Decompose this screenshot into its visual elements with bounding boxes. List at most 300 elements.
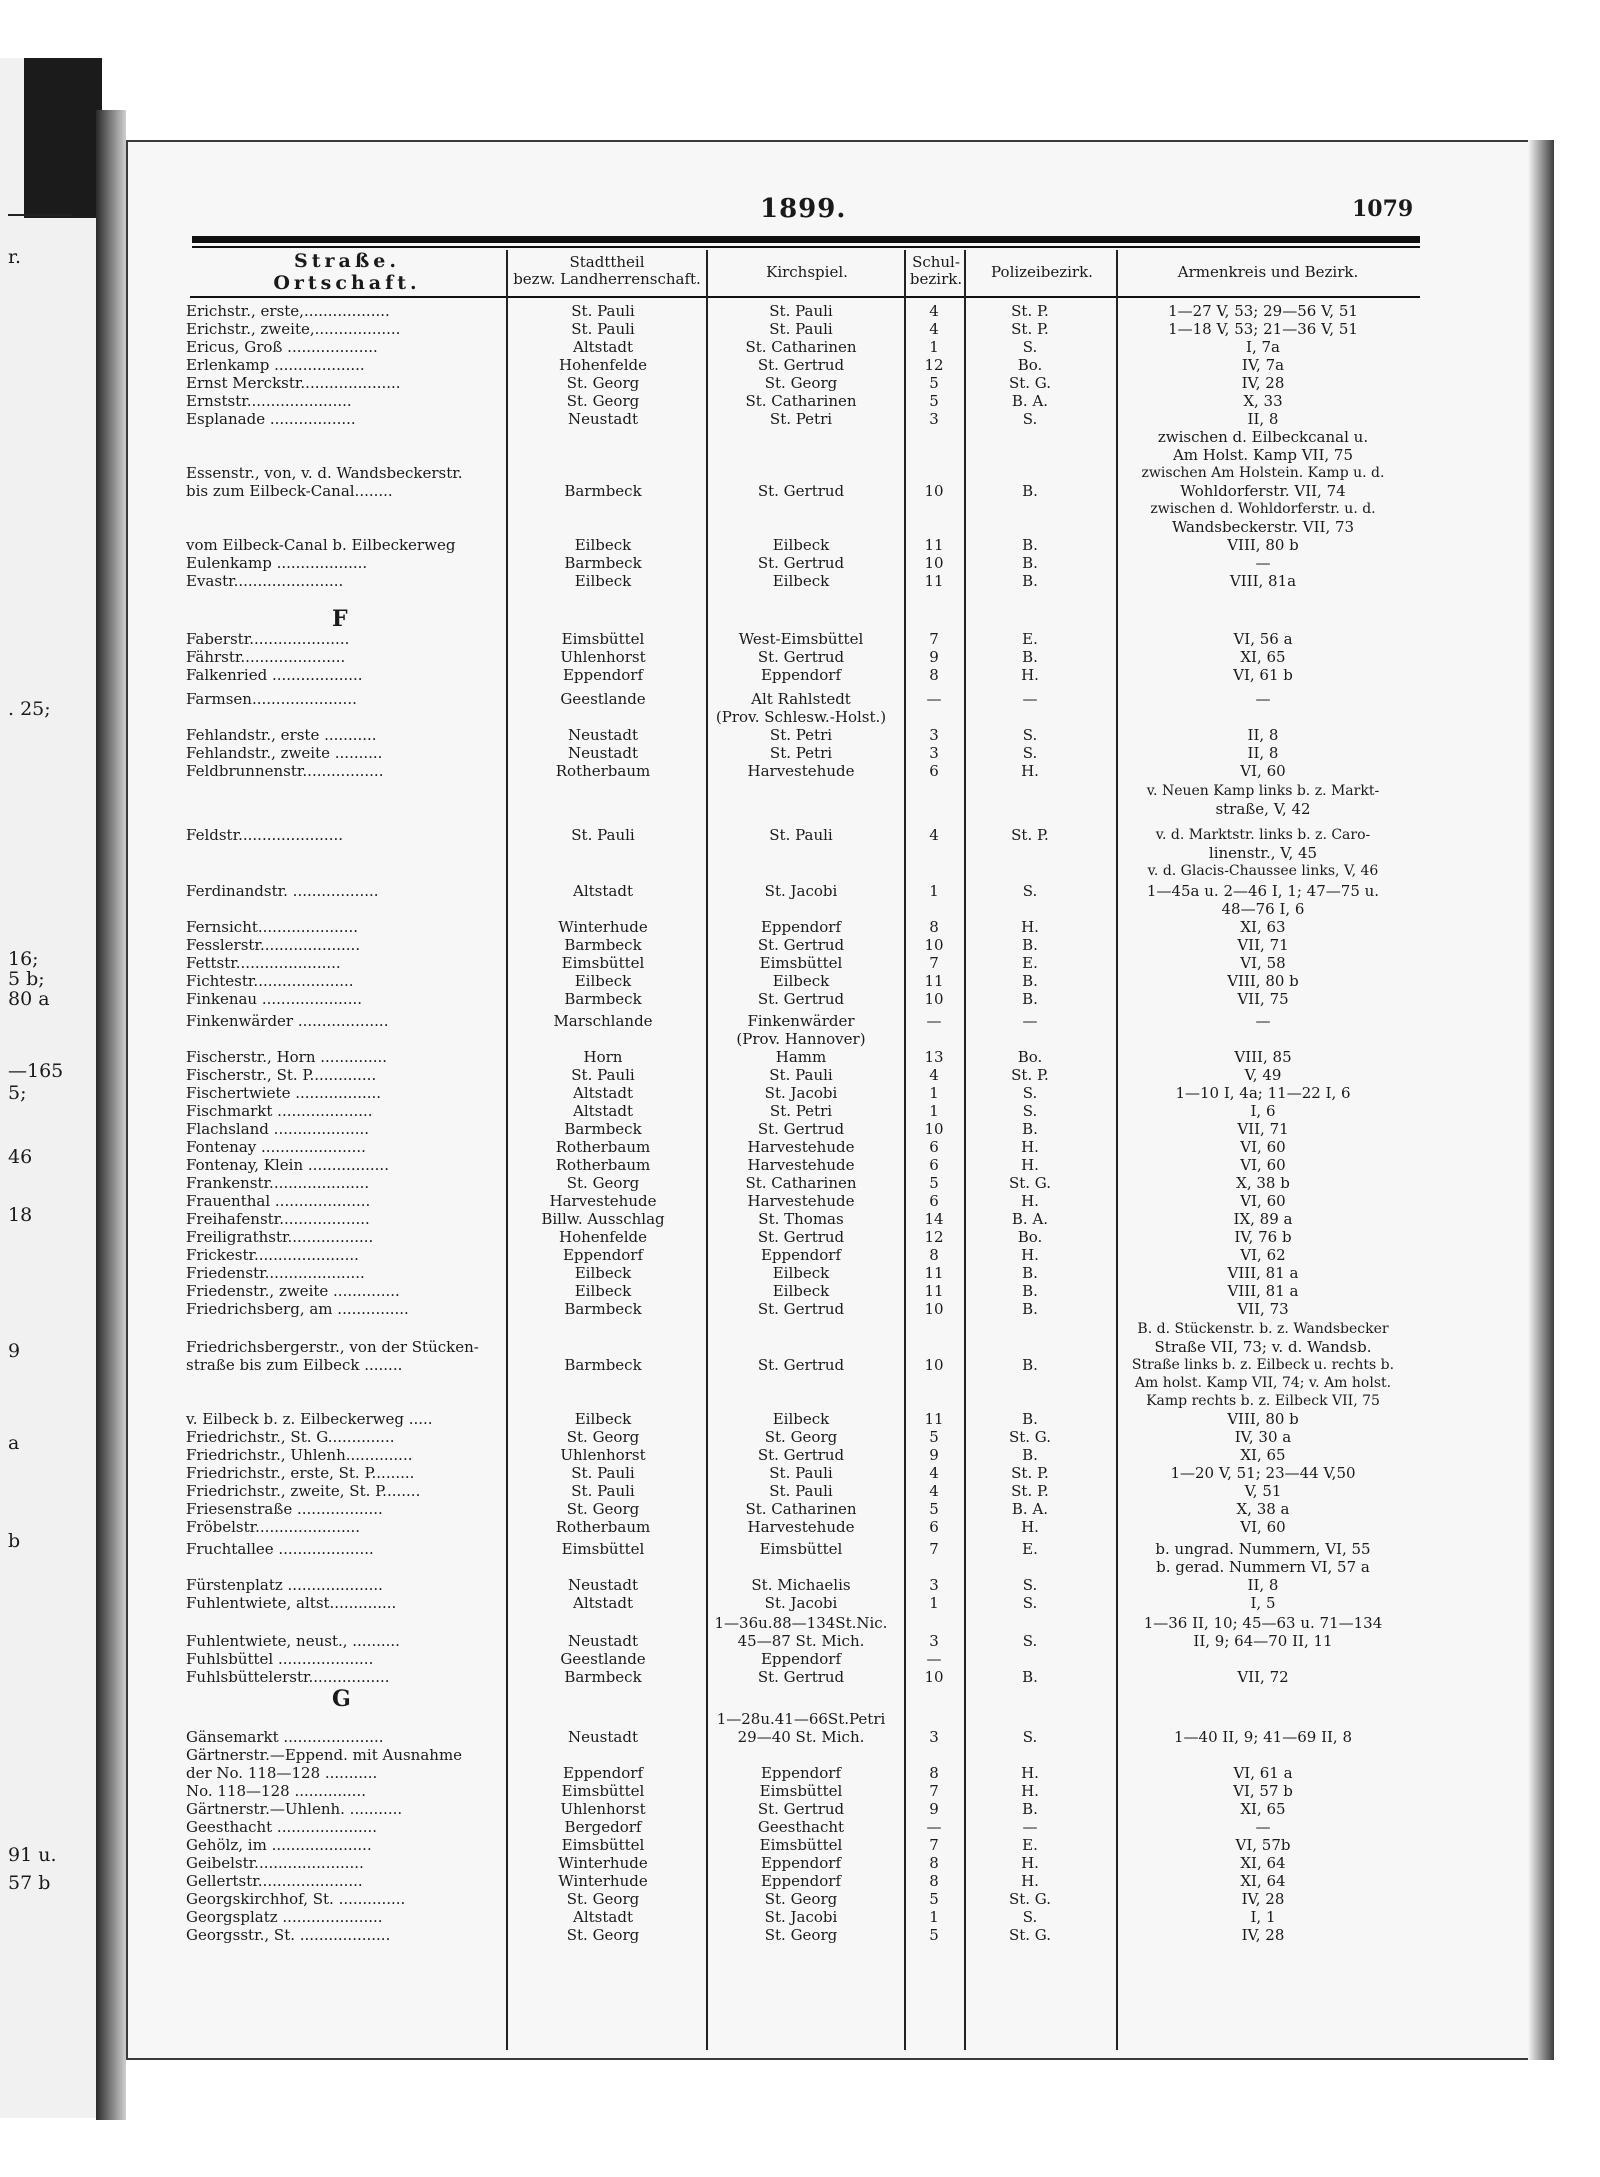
- street-name: Gehölz, im .....................: [186, 1836, 372, 1854]
- kirchspiel-cell: Eppendorf: [760, 1872, 842, 1890]
- armenkreis-cell: B. d. Stückenstr. b. z. Wandsbecker: [1137, 1321, 1389, 1337]
- street-name: Geibelstr.......................: [186, 1854, 364, 1872]
- street-name: Fuhlsbüttel ....................: [186, 1650, 374, 1668]
- armenkreis-cell: VII, 71: [1237, 936, 1289, 954]
- stadttheil-cell: Barmbeck: [564, 1300, 642, 1318]
- street-name: Erichstr., zweite,..................: [186, 320, 401, 338]
- armenkreis-cell: VI, 57b: [1235, 1836, 1291, 1854]
- schulbezirk-cell: 9: [929, 648, 939, 666]
- table-row: [186, 1320, 1426, 1338]
- kirchspiel-cell: St. Gertrud: [757, 1800, 845, 1818]
- street-name: Friedenstr., zweite ..............: [186, 1282, 400, 1300]
- polizeibezirk-cell: S.: [1022, 1908, 1038, 1926]
- polizeibezirk-cell: B.: [1022, 1282, 1038, 1300]
- schulbezirk-cell: 5: [929, 1174, 939, 1192]
- schulbezirk-cell: 1: [929, 1908, 939, 1926]
- kirchspiel-cell: St. Georg: [764, 1890, 838, 1908]
- polizeibezirk-cell: H.: [1021, 1518, 1039, 1536]
- stadttheil-cell: St. Pauli: [571, 826, 635, 844]
- stadttheil-cell: Barmbeck: [564, 1356, 642, 1374]
- left-page-fragment: 16;: [8, 948, 39, 970]
- street-name: Friedrichstr., zweite, St. P........: [186, 1482, 421, 1500]
- street-name: Fuhlentwiete, altst..............: [186, 1594, 397, 1612]
- table-row: [186, 918, 1426, 936]
- table-row: [186, 1540, 1426, 1558]
- street-name: Geesthacht .....................: [186, 1818, 378, 1836]
- armenkreis-cell: v. d. Glacis-Chaussee links, V, 46: [1147, 863, 1379, 879]
- polizeibezirk-cell: St. P.: [1011, 1482, 1049, 1500]
- armenkreis-cell: VIII, 81 a: [1227, 1282, 1299, 1300]
- polizeibezirk-cell: H.: [1021, 1782, 1039, 1800]
- stadttheil-cell: Eppendorf: [562, 1764, 644, 1782]
- armenkreis-cell: IV, 28: [1241, 1926, 1285, 1944]
- kirchspiel-cell: Geesthacht: [757, 1818, 845, 1836]
- street-name: Essenstr., von, v. d. Wandsbeckerstr.: [186, 464, 463, 482]
- street-name: Friedenstr.....................: [186, 1264, 365, 1282]
- table-row: [186, 1282, 1426, 1300]
- schulbezirk-cell: 5: [929, 1428, 939, 1446]
- street-name: Fischerstr., Horn ..............: [186, 1048, 388, 1066]
- table-row: [186, 1300, 1426, 1318]
- schulbezirk-cell: 8: [929, 1854, 939, 1872]
- street-name: Fischmarkt ....................: [186, 1102, 373, 1120]
- page-number: 1079: [1352, 196, 1414, 222]
- table-row: [186, 1854, 1426, 1872]
- stadttheil-cell: St. Georg: [566, 1174, 640, 1192]
- table-row: [186, 1872, 1426, 1890]
- stadttheil-cell: Altstadt: [573, 1102, 633, 1120]
- kirchspiel-cell: St. Gertrud: [757, 936, 845, 954]
- schulbezirk-cell: —: [926, 1012, 942, 1030]
- armenkreis-cell: IV, 76 b: [1234, 1228, 1292, 1246]
- kirchspiel-cell: St. Gertrud: [757, 648, 845, 666]
- table-row: [186, 536, 1426, 554]
- schulbezirk-cell: 6: [929, 1518, 939, 1536]
- street-name: Finkenwärder ...................: [186, 1012, 389, 1030]
- armenkreis-cell: VI, 60: [1240, 1156, 1286, 1174]
- armenkreis-cell: b. ungrad. Nummern, VI, 55: [1155, 1540, 1371, 1558]
- kirchspiel-cell: St. Jacobi: [764, 1084, 838, 1102]
- armenkreis-cell: 48—76 I, 6: [1221, 900, 1305, 918]
- street-name: Fehlandstr., zweite ..........: [186, 744, 383, 762]
- kirchspiel-cell: St. Pauli: [769, 826, 833, 844]
- street-name: Freiligrathstr..................: [186, 1228, 374, 1246]
- kirchspiel-cell: St. Georg: [764, 374, 838, 392]
- armenkreis-cell: II, 8: [1247, 726, 1279, 744]
- street-name: Fruchtallee ....................: [186, 1540, 374, 1558]
- street-name: Faberstr.....................: [186, 630, 350, 648]
- column-header-line: bezirk.: [909, 270, 963, 288]
- schulbezirk-cell: —: [926, 1650, 942, 1668]
- stadttheil-cell: Rotherbaum: [555, 1518, 651, 1536]
- table-row: [186, 990, 1426, 1008]
- stadttheil-cell: Rotherbaum: [555, 1156, 651, 1174]
- column-header-armenkreis: [1118, 264, 1418, 281]
- polizeibezirk-cell: H.: [1021, 1246, 1039, 1264]
- table-row: [186, 1246, 1426, 1264]
- table-row: [186, 1156, 1426, 1174]
- table-row: [186, 726, 1426, 744]
- stadttheil-cell: Eppendorf: [562, 1246, 644, 1264]
- schulbezirk-cell: 11: [924, 1264, 944, 1282]
- schulbezirk-cell: 8: [929, 1246, 939, 1264]
- polizeibezirk-cell: S.: [1022, 1084, 1038, 1102]
- left-page-fragment: 9: [8, 1340, 21, 1362]
- table-row: [186, 1836, 1426, 1854]
- kirchspiel-cell: St. Catharinen: [745, 1500, 857, 1518]
- kirchspiel-cell: Hamm: [775, 1048, 827, 1066]
- stadttheil-cell: Eilbeck: [574, 1264, 632, 1282]
- stadttheil-cell: Eilbeck: [574, 572, 632, 590]
- armenkreis-cell: Wandsbeckerstr. VII, 73: [1171, 518, 1355, 536]
- street-name: Georgskirchhof, St. ..............: [186, 1890, 406, 1908]
- table-row: [186, 1800, 1426, 1818]
- stadttheil-cell: Eilbeck: [574, 972, 632, 990]
- street-name: Eulenkamp ...................: [186, 554, 368, 572]
- schulbezirk-cell: 5: [929, 1890, 939, 1908]
- street-name: Friedrichstr., St. G..............: [186, 1428, 395, 1446]
- table-row: [186, 1464, 1426, 1482]
- table-row: [186, 1192, 1426, 1210]
- polizeibezirk-cell: —: [1022, 690, 1038, 708]
- polizeibezirk-cell: S.: [1022, 1576, 1038, 1594]
- table-row: [186, 320, 1426, 338]
- street-name: Fuhlentwiete, neust., ..........: [186, 1632, 400, 1650]
- street-name: Fröbelstr......................: [186, 1518, 361, 1536]
- table-row: [186, 1012, 1426, 1030]
- table-row: [186, 1890, 1426, 1908]
- polizeibezirk-cell: S.: [1022, 1102, 1038, 1120]
- polizeibezirk-cell: B.: [1022, 936, 1038, 954]
- polizeibezirk-cell: B.: [1022, 536, 1038, 554]
- stadttheil-cell: Horn: [583, 1048, 623, 1066]
- schulbezirk-cell: 4: [929, 1066, 939, 1084]
- armenkreis-cell: Kamp rechts b. z. Eilbeck VII, 75: [1146, 1393, 1380, 1409]
- armenkreis-cell: VII, 72: [1237, 1668, 1289, 1686]
- table-row: [186, 1210, 1426, 1228]
- stadttheil-cell: Barmbeck: [564, 482, 642, 500]
- polizeibezirk-cell: H.: [1021, 1764, 1039, 1782]
- kirchspiel-cell: St. Gertrud: [757, 1668, 845, 1686]
- armenkreis-cell: XI, 64: [1240, 1872, 1286, 1890]
- schulbezirk-cell: 8: [929, 918, 939, 936]
- polizeibezirk-cell: E.: [1022, 630, 1038, 648]
- kirchspiel-cell: Eppendorf: [760, 666, 842, 684]
- kirchspiel-cell: Alt Rahlstedt: [751, 690, 851, 708]
- table-row: [186, 1264, 1426, 1282]
- armenkreis-cell: 1—45a u. 2—46 I, 1; 47—75 u.: [1146, 882, 1380, 900]
- kirchspiel-cell: St. Jacobi: [764, 1594, 838, 1612]
- kirchspiel-cell: St. Petri: [769, 744, 833, 762]
- polizeibezirk-cell: H.: [1021, 1138, 1039, 1156]
- street-name: Fischertwiete ..................: [186, 1084, 382, 1102]
- stadttheil-cell: St. Pauli: [571, 1066, 635, 1084]
- stadttheil-cell: Eimsbüttel: [561, 1836, 645, 1854]
- schulbezirk-cell: 10: [924, 1120, 944, 1138]
- armenkreis-cell: VI, 62: [1240, 1246, 1286, 1264]
- armenkreis-cell: VIII, 80 b: [1227, 972, 1299, 990]
- schulbezirk-cell: 10: [924, 936, 944, 954]
- kirchspiel-cell: Eimsbüttel: [759, 954, 843, 972]
- table-row: [186, 844, 1426, 862]
- polizeibezirk-cell: St. P.: [1011, 320, 1049, 338]
- armenkreis-cell: VIII, 81a: [1229, 572, 1297, 590]
- schulbezirk-cell: 4: [929, 320, 939, 338]
- polizeibezirk-cell: H.: [1021, 1854, 1039, 1872]
- schulbezirk-cell: 11: [924, 1282, 944, 1300]
- kirchspiel-cell: Eilbeck: [772, 972, 830, 990]
- kirchspiel-cell: Eimsbüttel: [759, 1782, 843, 1800]
- stadttheil-cell: Barmbeck: [564, 990, 642, 1008]
- section-letter: G: [332, 1686, 351, 1712]
- schulbezirk-cell: 5: [929, 374, 939, 392]
- polizeibezirk-cell: St. P.: [1011, 302, 1049, 320]
- column-header-line: Schul-: [912, 253, 960, 271]
- kirchspiel-cell: St. Petri: [769, 410, 833, 428]
- table-row: [186, 936, 1426, 954]
- schulbezirk-cell: 7: [929, 1836, 939, 1854]
- table-row: [186, 782, 1426, 800]
- polizeibezirk-cell: H.: [1021, 762, 1039, 780]
- left-page-fragment: 18: [8, 1204, 33, 1226]
- page-edge-shadow: [1528, 140, 1554, 2060]
- street-name: Frankenstr.....................: [186, 1174, 370, 1192]
- schulbezirk-cell: 9: [929, 1446, 939, 1464]
- polizeibezirk-cell: St. G.: [1008, 1428, 1052, 1446]
- kirchspiel-cell: St. Gertrud: [757, 1228, 845, 1246]
- schulbezirk-cell: —: [926, 690, 942, 708]
- armenkreis-cell: VIII, 85: [1234, 1048, 1292, 1066]
- stadttheil-cell: St. Pauli: [571, 302, 635, 320]
- polizeibezirk-cell: St. G.: [1008, 1890, 1052, 1908]
- armenkreis-cell: —: [1255, 1012, 1271, 1030]
- stadttheil-cell: Rotherbaum: [555, 1138, 651, 1156]
- left-page-fragment: —165: [8, 1060, 64, 1082]
- table-row: [186, 464, 1426, 482]
- table-row: [186, 302, 1426, 320]
- left-page-fragment: b: [8, 1530, 21, 1552]
- table-row: [186, 374, 1426, 392]
- armenkreis-cell: —: [1255, 554, 1271, 572]
- street-name: Flachsland ....................: [186, 1120, 370, 1138]
- armenkreis-cell: XI, 65: [1240, 648, 1286, 666]
- kirchspiel-cell: St. Pauli: [769, 1464, 833, 1482]
- schulbezirk-cell: 3: [929, 744, 939, 762]
- kirchspiel-cell: St. Pauli: [769, 1482, 833, 1500]
- kirchspiel-cell: St. Pauli: [769, 302, 833, 320]
- table-row: [186, 1908, 1426, 1926]
- table-row: [186, 410, 1426, 428]
- kirchspiel-cell: St. Georg: [764, 1926, 838, 1944]
- stadttheil-cell: Altstadt: [573, 338, 633, 356]
- armenkreis-cell: VI, 58: [1240, 954, 1286, 972]
- street-name: bis zum Eilbeck-Canal........: [186, 482, 393, 500]
- armenkreis-cell: IV, 7a: [1241, 356, 1285, 374]
- street-name: Fettstr......................: [186, 954, 341, 972]
- street-name: Farmsen......................: [186, 690, 357, 708]
- kirchspiel-cell: St. Michaelis: [751, 1576, 851, 1594]
- polizeibezirk-cell: B.: [1022, 990, 1038, 1008]
- table-row: [186, 338, 1426, 356]
- armenkreis-cell: Am holst. Kamp VII, 74; v. Am holst.: [1134, 1375, 1392, 1391]
- stadttheil-cell: St. Pauli: [571, 1464, 635, 1482]
- armenkreis-cell: VIII, 80 b: [1227, 536, 1299, 554]
- schulbezirk-cell: 10: [924, 1356, 944, 1374]
- table-row: [186, 1576, 1426, 1594]
- armenkreis-cell: IV, 28: [1241, 1890, 1285, 1908]
- schulbezirk-cell: 12: [924, 356, 944, 374]
- table-row: [186, 446, 1426, 464]
- street-name: Falkenried ...................: [186, 666, 363, 684]
- armenkreis-cell: X, 38 a: [1236, 1500, 1290, 1518]
- polizeibezirk-cell: H.: [1021, 1156, 1039, 1174]
- stadttheil-cell: St. Georg: [566, 392, 640, 410]
- stadttheil-cell: St. Georg: [566, 374, 640, 392]
- header-rule-thick: [192, 236, 1420, 243]
- armenkreis-cell: —: [1255, 690, 1271, 708]
- armenkreis-cell: zwischen d. Eilbeckcanal u.: [1157, 428, 1369, 446]
- schulbezirk-cell: 3: [929, 410, 939, 428]
- table-row: [186, 1084, 1426, 1102]
- polizeibezirk-cell: St. G.: [1008, 374, 1052, 392]
- polizeibezirk-cell: B.: [1022, 1800, 1038, 1818]
- stadttheil-cell: St. Georg: [566, 1890, 640, 1908]
- street-name: Ferdinandstr. ..................: [186, 882, 379, 900]
- kirchspiel-cell: St. Pauli: [769, 320, 833, 338]
- table-row: [186, 1446, 1426, 1464]
- kirchspiel-cell: (Prov. Hannover): [736, 1030, 866, 1048]
- schulbezirk-cell: 1: [929, 1102, 939, 1120]
- schulbezirk-cell: 8: [929, 666, 939, 684]
- stadttheil-cell: Hohenfelde: [558, 356, 647, 374]
- kirchspiel-cell: St. Gertrud: [757, 356, 845, 374]
- armenkreis-cell: 1—18 V, 53; 21—36 V, 51: [1168, 320, 1358, 338]
- stadttheil-cell: Winterhude: [558, 1872, 648, 1890]
- table-row: [186, 1818, 1426, 1836]
- polizeibezirk-cell: S.: [1022, 1632, 1038, 1650]
- stadttheil-cell: Eimsbüttel: [561, 954, 645, 972]
- column-header-line: Kirchspiel.: [766, 263, 848, 281]
- table-row: [186, 1926, 1426, 1944]
- schulbezirk-cell: 14: [924, 1210, 944, 1228]
- armenkreis-cell: X, 38 b: [1236, 1174, 1290, 1192]
- kirchspiel-cell: Eppendorf: [760, 1246, 842, 1264]
- left-page-fragment: 5;: [8, 1082, 27, 1104]
- armenkreis-cell: V, 51: [1244, 1482, 1282, 1500]
- schulbezirk-cell: 8: [929, 1872, 939, 1890]
- armenkreis-cell: linenstr., V, 45: [1208, 844, 1318, 862]
- armenkreis-cell: XI, 65: [1240, 1446, 1286, 1464]
- armenkreis-cell: II, 8: [1247, 410, 1279, 428]
- schulbezirk-cell: 11: [924, 972, 944, 990]
- stadttheil-cell: Billw. Ausschlag: [541, 1210, 665, 1228]
- stadttheil-cell: Hohenfelde: [558, 1228, 647, 1246]
- left-page-fragment: 57 b: [8, 1872, 51, 1894]
- table-row: [186, 1518, 1426, 1536]
- street-name: Gärtnerstr.—Uhlenh. ...........: [186, 1800, 403, 1818]
- street-name: Fontenay ......................: [186, 1138, 366, 1156]
- table-row: [186, 708, 1426, 726]
- column-header-kirchspiel: [708, 264, 906, 281]
- stadttheil-cell: Barmbeck: [564, 554, 642, 572]
- column-header-line: Polizeibezirk.: [991, 263, 1093, 281]
- street-name: Fuhlsbüttelerstr.................: [186, 1668, 390, 1686]
- schulbezirk-cell: 7: [929, 630, 939, 648]
- stadttheil-cell: Geestlande: [560, 690, 646, 708]
- table-row: [186, 1650, 1426, 1668]
- kirchspiel-cell: St. Gertrud: [757, 990, 845, 1008]
- armenkreis-cell: VI, 57 b: [1233, 1782, 1293, 1800]
- left-page-rule: [8, 214, 72, 216]
- schulbezirk-cell: 3: [929, 1576, 939, 1594]
- armenkreis-cell: —: [1255, 1818, 1271, 1836]
- armenkreis-cell: VII, 73: [1237, 1300, 1289, 1318]
- armenkreis-cell: 1—40 II, 9; 41—69 II, 8: [1173, 1728, 1353, 1746]
- schulbezirk-cell: 8: [929, 1764, 939, 1782]
- polizeibezirk-cell: B. A.: [1011, 1210, 1049, 1228]
- table-row: [186, 744, 1426, 762]
- street-name: Frickestr......................: [186, 1246, 359, 1264]
- street-name: Friesenstraße ..................: [186, 1500, 383, 1518]
- kirchspiel-cell: St. Pauli: [769, 1066, 833, 1084]
- armenkreis-cell: VII, 71: [1237, 1120, 1289, 1138]
- stadttheil-cell: Winterhude: [558, 1854, 648, 1872]
- table-row: [186, 954, 1426, 972]
- kirchspiel-cell: Eppendorf: [760, 918, 842, 936]
- polizeibezirk-cell: E.: [1022, 954, 1038, 972]
- kirchspiel-cell: Eimsbüttel: [759, 1836, 843, 1854]
- schulbezirk-cell: 10: [924, 1668, 944, 1686]
- street-name: Friedrichsbergerstr., von der Stücken-: [186, 1338, 479, 1356]
- table-row: [186, 1048, 1426, 1066]
- schulbezirk-cell: —: [926, 1818, 942, 1836]
- table-row: [186, 1120, 1426, 1138]
- polizeibezirk-cell: H.: [1021, 1192, 1039, 1210]
- kirchspiel-cell: (Prov. Schlesw.-Holst.): [715, 708, 887, 726]
- stadttheil-cell: Eimsbüttel: [561, 1782, 645, 1800]
- polizeibezirk-cell: St. P.: [1011, 826, 1049, 844]
- table-row: [186, 1746, 1426, 1764]
- left-page-fragment-layer: [8, 0, 98, 2177]
- schulbezirk-cell: 5: [929, 1500, 939, 1518]
- kirchspiel-cell: Eilbeck: [772, 572, 830, 590]
- schulbezirk-cell: 4: [929, 302, 939, 320]
- street-name: Fehlandstr., erste ...........: [186, 726, 377, 744]
- stadttheil-cell: St. Georg: [566, 1926, 640, 1944]
- table-row: [186, 1392, 1426, 1410]
- stadttheil-cell: Eilbeck: [574, 1282, 632, 1300]
- left-page-fragment: a: [8, 1432, 20, 1454]
- table-row: [186, 1356, 1426, 1374]
- kirchspiel-cell: Eilbeck: [772, 1410, 830, 1428]
- polizeibezirk-cell: S.: [1022, 744, 1038, 762]
- armenkreis-cell: I, 7a: [1246, 338, 1280, 356]
- armenkreis-cell: XI, 63: [1240, 918, 1286, 936]
- table-row: [186, 1410, 1426, 1428]
- armenkreis-cell: 1—27 V, 53; 29—56 V, 51: [1168, 302, 1358, 320]
- polizeibezirk-cell: St. P.: [1011, 1066, 1049, 1084]
- armenkreis-cell: VI, 61 a: [1233, 1764, 1293, 1782]
- armenkreis-cell: IX, 89 a: [1233, 1210, 1293, 1228]
- table-row: [186, 428, 1426, 446]
- polizeibezirk-cell: B.: [1022, 1356, 1038, 1374]
- polizeibezirk-cell: B.: [1022, 972, 1038, 990]
- table-row: [186, 1374, 1426, 1392]
- street-name: No. 118—128 ...............: [186, 1782, 366, 1800]
- schulbezirk-cell: 7: [929, 1782, 939, 1800]
- column-header-line: Stadttheil: [569, 253, 645, 271]
- polizeibezirk-cell: B.: [1022, 1264, 1038, 1282]
